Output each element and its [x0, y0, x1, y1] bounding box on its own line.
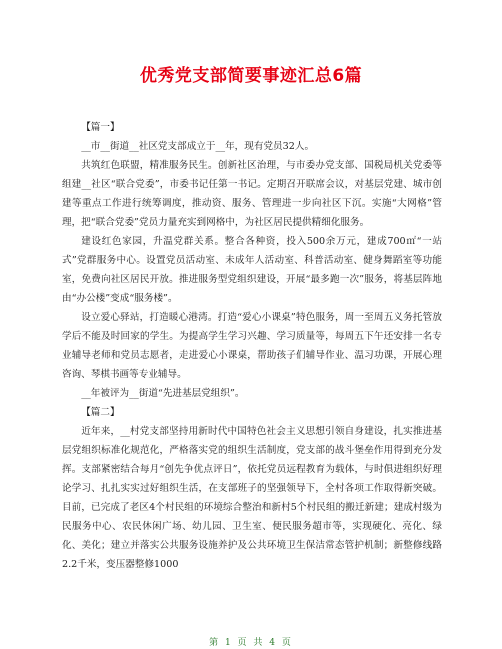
paragraph: 共筑红色联盟，精准服务民生。创新社区治理，与市委办党支部、国税局机关党委等组建__社区“联合党委”，市委书记任第一书记。定期召开联席会议，对基层党建、城市创建等重点工作进行统筹调度，推动资、服务、管理进一步向社区下沉。实施“大网格”管理，把“联合党委”党员力量充实到网格中，为社区居民提供精细化服务。	[62, 160, 442, 228]
paragraph: 近年来，__村党支部坚持用新时代中国特色社会主义思想引领自身建设，扎实推进基层党组织标准化规范化，严格落实党的组织生活制度，党支部的战斗堡垒作用得到充分发挥。支部紧密结合每月“创先争优点评日”，依托党员远程教育为载体，与时俱进组织好理论学习、扎扎实实过好组织生活，在支部班子的坚强领导下，全村各项工作取得新突破。目前，已完成了老区4个村民组的环境综合整治和新村5个村民组的搬迁新建；建成村级为民服务中心、农民休闲广场、幼儿园、卫生室、便民服务超市等，实现硬化、亮化、绿化、美化；建立并落实公共服务设施养护及公共环境卫生保洁常态管护机制；新整修线路2.2千米，变压器整修1000	[62, 426, 442, 570]
paragraph: 建设红色家园，升温党群关系。整合各种资，投入500余万元，建成700㎡“一站式”党群服务中心。设置党员活动室、未成年人活动室、科普活动室、健身舞蹈室等功能室，免费向社区居民开放。推进服务型党组织建设，开展“最多跑一次”服务，将基层阵地由“办公楼”变成“服务楼”。	[62, 236, 442, 304]
section-heading-1: 【篇一】	[81, 122, 120, 133]
paragraph: __年被评为__街道“先进基层党组织”。	[81, 388, 245, 399]
section-heading-2: 【篇二】	[81, 407, 120, 418]
paragraph: __市__街道__社区党支部成立于__年，现有党员32人。	[81, 141, 315, 152]
paragraph: 设立爱心驿站，打造暖心港湾。打造“爱心小课桌”特色服务，周一至周五义务托管放学后不能及时回家的学生。为提高学生学习兴趣、学习质量等，每周五下午还安排一名专业辅导老师和党员志愿者，走进爱心小课桌，帮助孩子们辅导作业、温习功课，开展心理咨询、琴棋书画等专业辅导。	[62, 312, 442, 380]
document-title: 优秀党支部简要事迹汇总6篇	[139, 66, 363, 86]
document-body	[62, 118, 442, 574]
page-footer: 第 1 页 共 4 页	[209, 638, 293, 648]
